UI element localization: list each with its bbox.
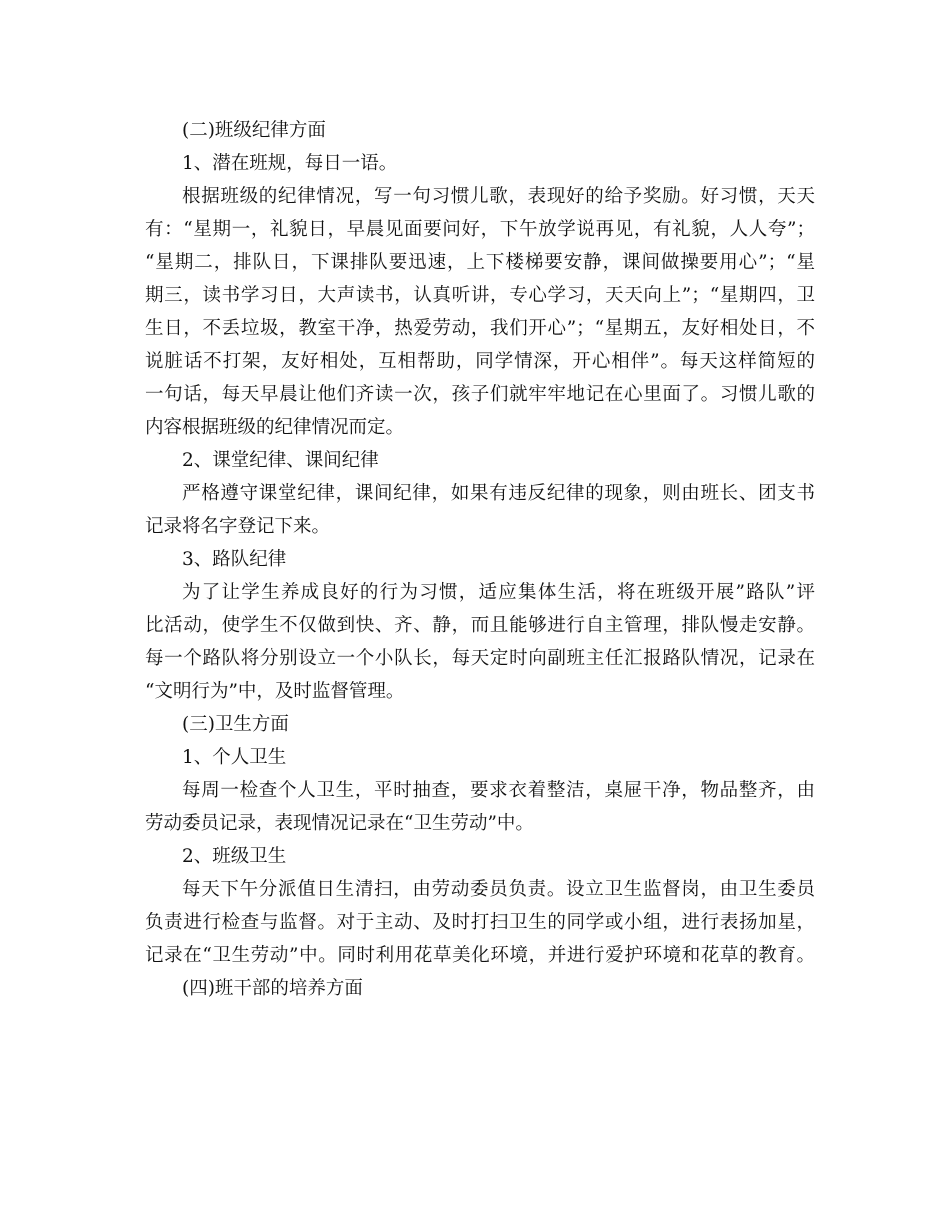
paragraph-line: “文明行为”中，及时监督管理。 xyxy=(145,681,405,702)
section-heading: (三)卫生方面 xyxy=(182,714,289,735)
paragraph-line: 严格遵守课堂纪律，课间纪律，如果有违反纪律的现象，则由班长、团支书 xyxy=(182,483,815,504)
subsection-heading: 3、路队纪律 xyxy=(182,549,287,570)
section-heading: (二)班级纪律方面 xyxy=(182,120,326,141)
paragraph-line: 内容根据班级的纪律情况而定。 xyxy=(145,417,405,438)
paragraph-line: 有：“星期一，礼貌日，早晨见面要问好，下午放学说再见，有礼貌，人人夸”； xyxy=(145,219,815,240)
paragraph-line: 生日，不丢垃圾，教室干净，热爱劳动，我们开心”；“星期五，友好相处日，不 xyxy=(145,318,815,339)
subsection-heading: 1、潜在班规，每日一语。 xyxy=(182,153,398,174)
paragraph-line: 比活动，使学生不仅做到快、齐、静，而且能够进行自主管理，排队慢走安静。 xyxy=(145,615,815,636)
paragraph-line: 期三，读书学习日，大声读书，认真听讲，专心学习，天天向上”；“星期四，卫 xyxy=(145,285,815,306)
paragraph-line: 每一个路队将分别设立一个小队长，每天定时向副班主任汇报路队情况，记录在 xyxy=(145,648,815,669)
document-body xyxy=(145,114,815,1005)
subsection-heading: 2、课堂纪律、课间纪律 xyxy=(182,450,379,471)
paragraph-line: 一句话，每天早晨让他们齐读一次，孩子们就牢牢地记在心里面了。习惯儿歌的 xyxy=(145,384,815,405)
paragraph-line: 每周一检查个人卫生，平时抽查，要求衣着整洁，桌屉干净，物品整齐，由 xyxy=(182,780,815,801)
paragraph-line: 负责进行检查与监督。对于主动、及时打扫卫生的同学或小组，进行表扬加星， xyxy=(145,912,815,933)
subsection-heading: 2、班级卫生 xyxy=(182,846,287,867)
paragraph-line: 根据班级的纪律情况，写一句习惯儿歌，表现好的给予奖励。好习惯，天天 xyxy=(182,186,815,207)
paragraph-line: 每天下午分派值日生清扫，由劳动委员负责。设立卫生监督岗，由卫生委员 xyxy=(182,879,815,900)
subsection-heading: 1、个人卫生 xyxy=(182,747,287,768)
paragraph-line: 劳动委员记录，表现情况记录在“卫生劳动”中。 xyxy=(145,813,534,834)
section-heading: (四)班干部的培养方面 xyxy=(182,978,363,999)
paragraph-line: 记录将名字登记下来。 xyxy=(145,516,331,537)
paragraph-line: “星期二，排队日，下课排队要迅速，上下楼梯要安静，课间做操要用心”；“星 xyxy=(145,252,815,273)
paragraph-line: 记录在“卫生劳动”中。同时利用花草美化环境，并进行爱护环境和花草的教育。 xyxy=(145,945,815,966)
paragraph-line: 为了让学生养成良好的行为习惯，适应集体生活，将在班级开展”路队”评 xyxy=(182,582,815,603)
paragraph-line: 说脏话不打架，友好相处，互相帮助，同学情深，开心相伴”。每天这样简短的 xyxy=(145,351,815,372)
